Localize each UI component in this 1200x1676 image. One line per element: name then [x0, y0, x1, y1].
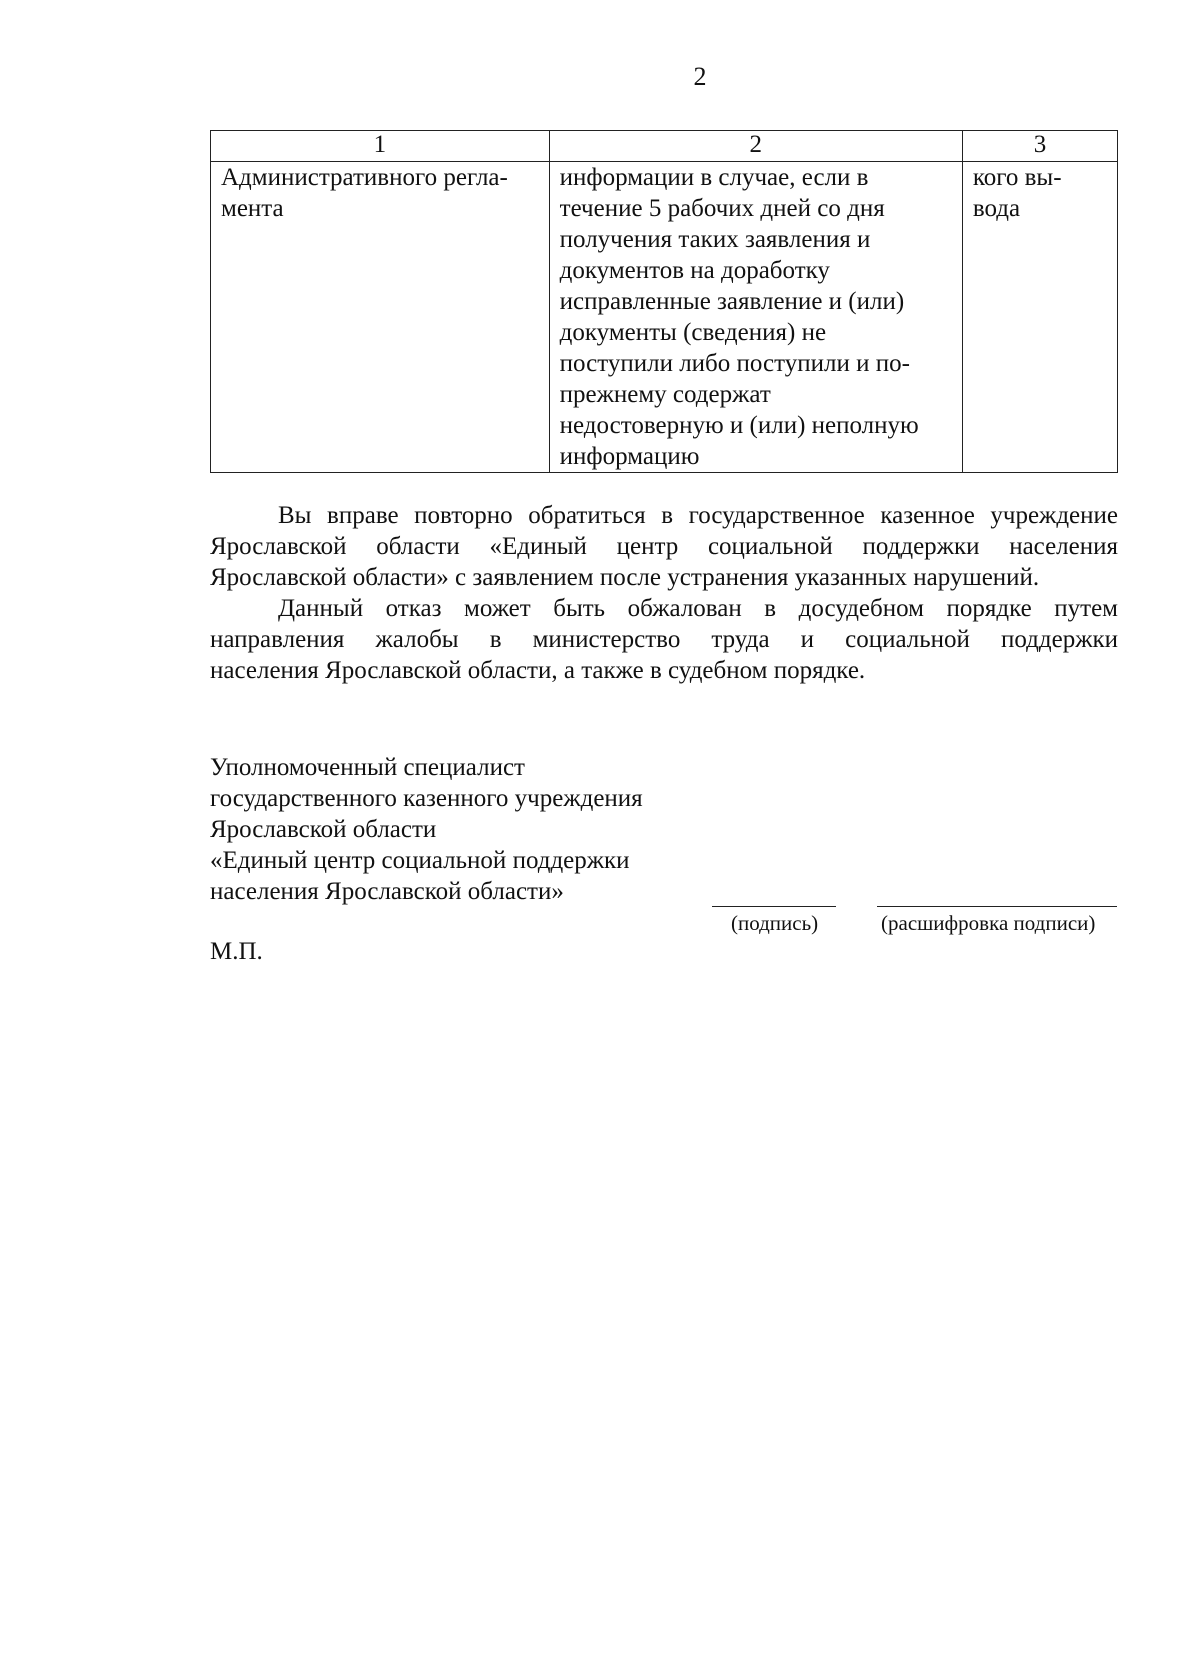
paragraph-line: Ярославской области» с заявлением после устранения указанных нарушений. — [210, 564, 1040, 591]
table-cell-conclusion — [962, 162, 1117, 473]
signer-line: населения Ярославской области» — [210, 878, 564, 905]
reapply-paragraph — [210, 500, 1118, 593]
signature-caption: (подпись) — [731, 911, 819, 935]
table-header-col-3: 3 — [962, 131, 1117, 162]
cell-text-line: информацию — [559, 443, 700, 470]
paragraph-line: направления жалобы в министерство труда и социальной поддержки — [210, 626, 1118, 653]
stamp-label: М.П. — [210, 938, 263, 965]
cell-text-line: Административного регла- — [221, 164, 508, 191]
signer-line: Ярославской области — [210, 816, 437, 843]
page-number: 2 — [693, 62, 707, 91]
cell-text-line: информации в случае, если в — [559, 164, 869, 191]
cell-text-line: документов на доработку — [559, 257, 830, 284]
signature-line — [712, 906, 836, 907]
cell-text-line: течение 5 рабочих дней со дня — [559, 195, 885, 222]
cell-text-line: исправленные заявление и (или) — [559, 288, 905, 315]
appeal-paragraph — [210, 593, 1118, 686]
cell-text-line: мента — [221, 195, 284, 222]
paragraph-line: Вы вправе повторно обратиться в государственное казенное учреждение — [278, 502, 1118, 529]
cell-text-line: получения таких заявления и — [559, 226, 871, 253]
cell-text-line: документы (сведения) не — [559, 319, 827, 346]
signature-decode-caption: (расшифровка подписи) — [881, 911, 1096, 935]
paragraph-line: Ярославской области «Единый центр социальной поддержки населения — [210, 533, 1118, 560]
table-cell-reason — [549, 162, 962, 473]
refusal-reasons-table — [210, 130, 1118, 473]
cell-text-line: кого вы- — [972, 164, 1062, 191]
paragraph-line: Данный отказ может быть обжалован в досудебном порядке путем — [278, 595, 1118, 622]
table-header-col-1: 1 — [211, 131, 550, 162]
table-header-row — [211, 131, 1118, 162]
table-cell-regulation — [211, 162, 550, 473]
signer-block — [210, 752, 643, 907]
signer-line: Уполномоченный специалист — [210, 754, 525, 781]
table-row — [211, 162, 1118, 473]
table-header-col-2: 2 — [549, 131, 962, 162]
signer-line: государственного казенного учреждения — [210, 785, 643, 812]
signer-line: «Единый центр социальной поддержки — [210, 847, 630, 874]
cell-text-line: недостоверную и (или) неполную — [559, 412, 919, 439]
cell-text-line: прежнему содержат — [559, 381, 771, 408]
cell-text-line: поступили либо поступили и по- — [559, 350, 910, 377]
paragraph-line: населения Ярославской области, а также в судебном порядке. — [210, 657, 866, 684]
signature-decode-line — [877, 906, 1117, 907]
cell-text-line: вода — [972, 195, 1021, 222]
